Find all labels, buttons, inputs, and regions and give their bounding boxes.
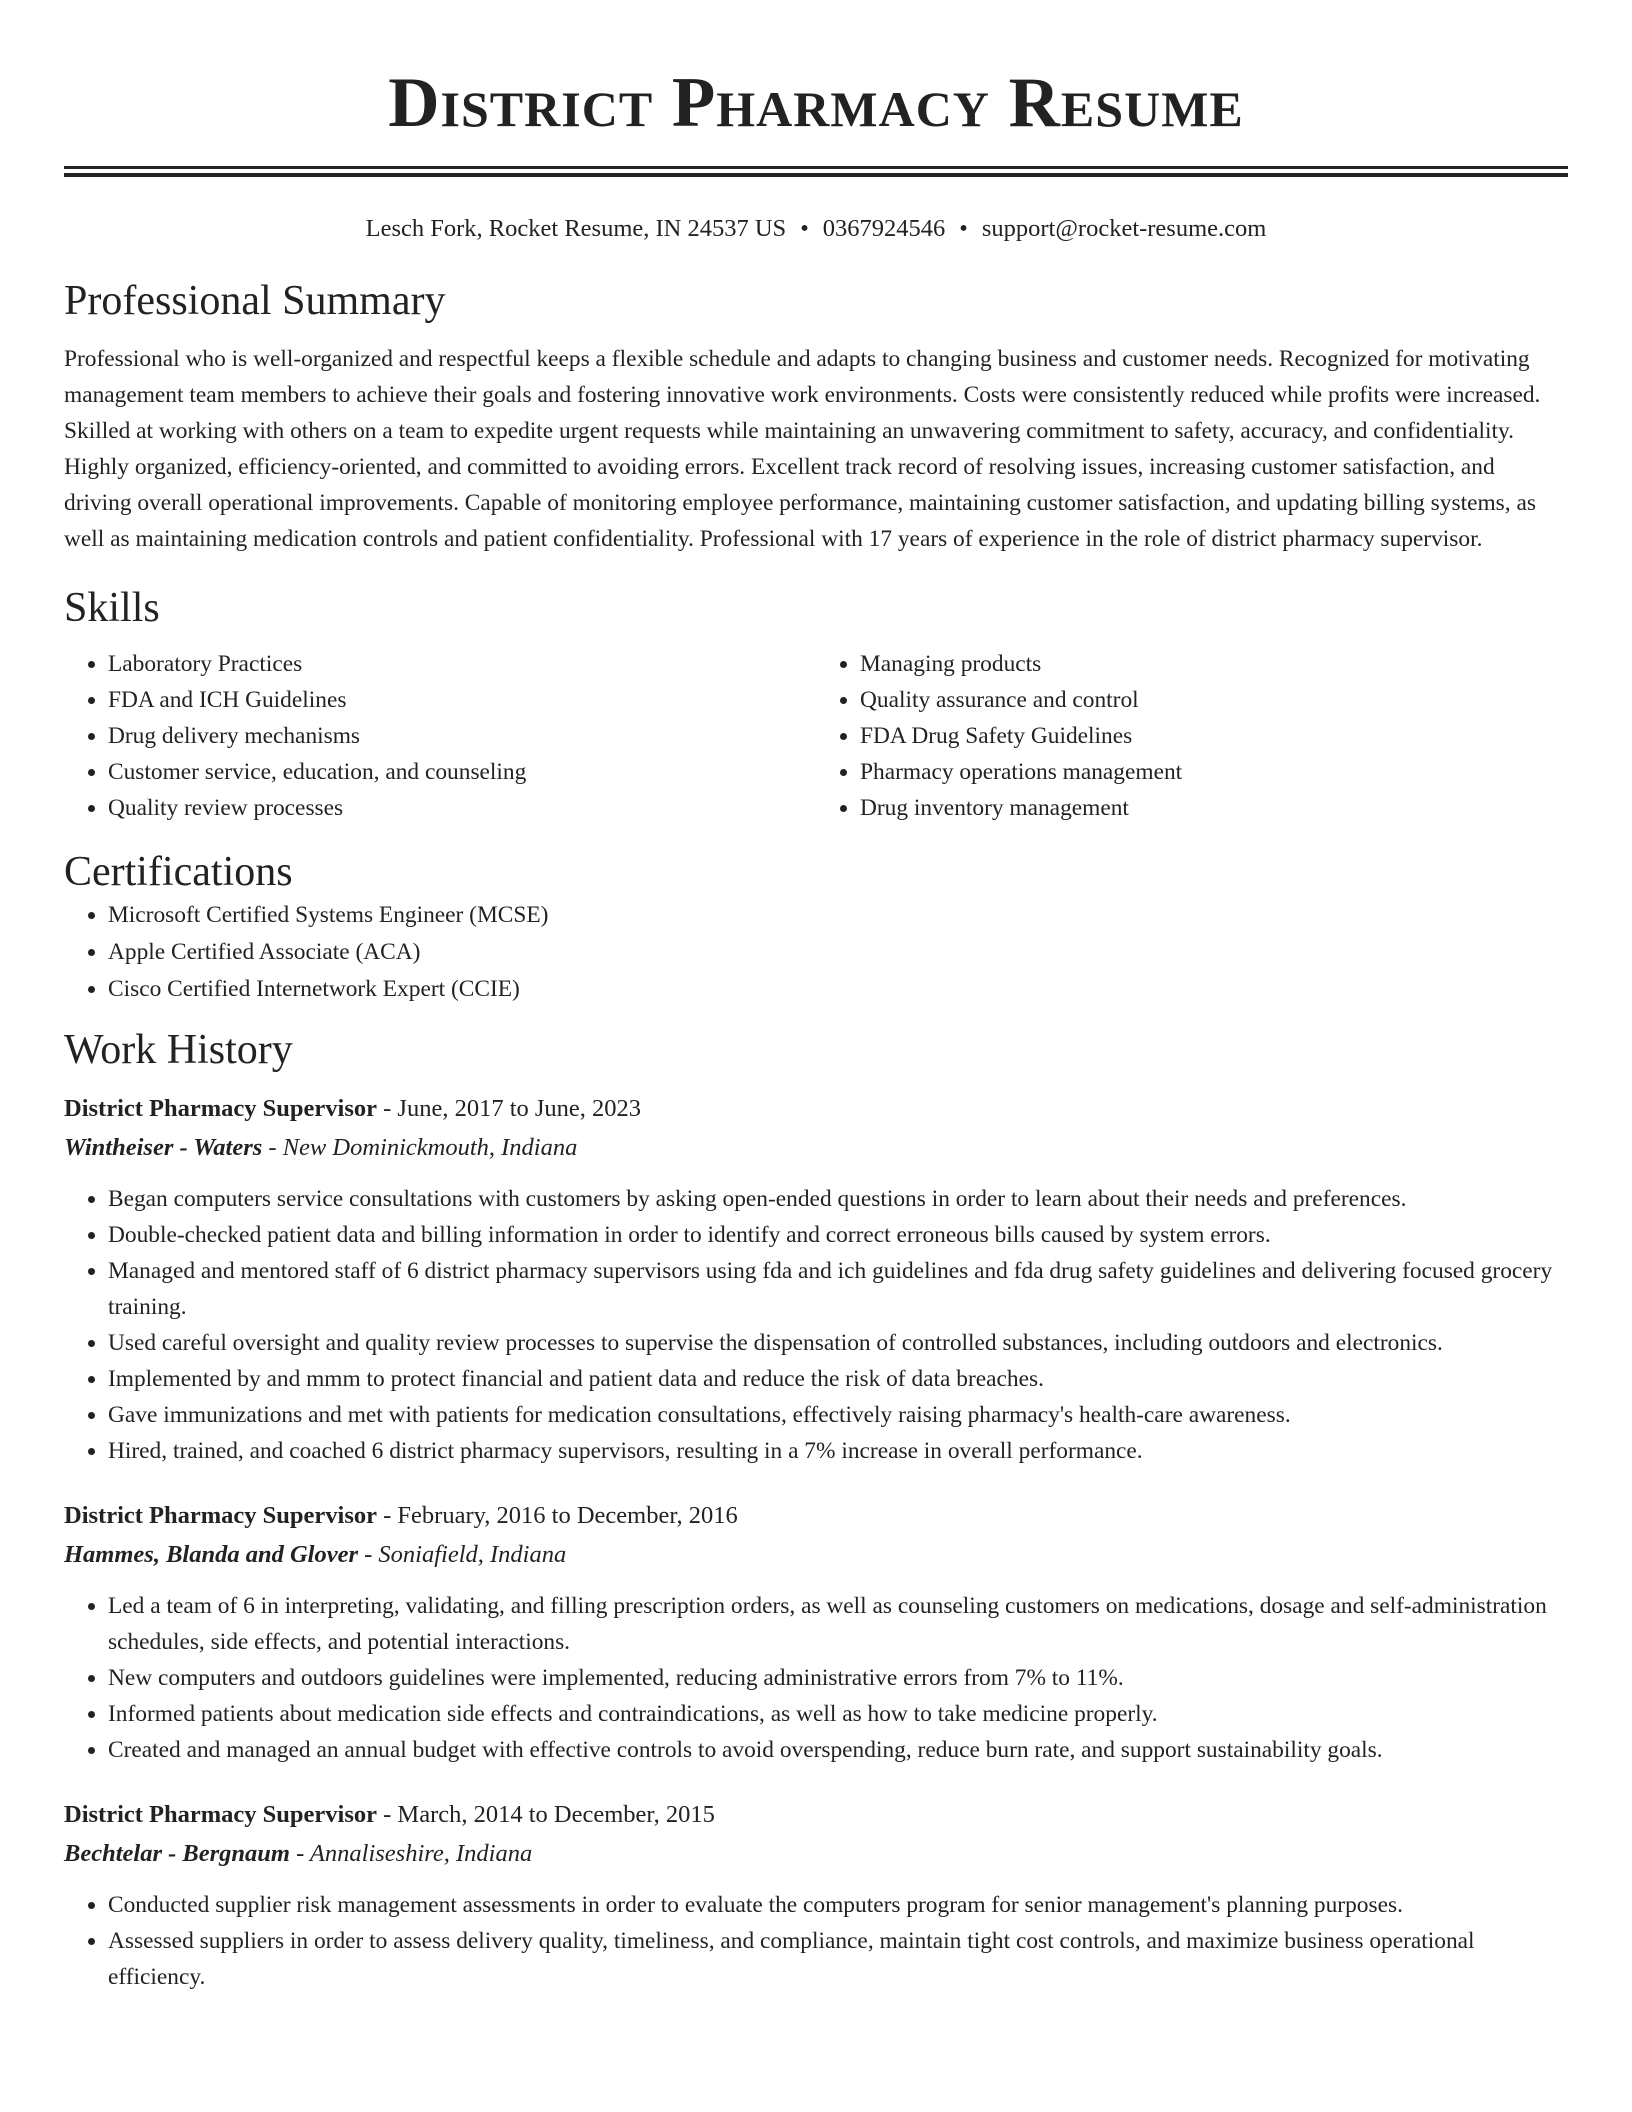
job-title: District Pharmacy Supervisor <box>64 1502 377 1530</box>
job-bullet: • Double-checked patient data and billing information in order to identify and correct erroneous bills caused by system errors. <box>108 1217 1568 1253</box>
resume-title: District Pharmacy Resume <box>388 64 1244 142</box>
job-bullet: • Began computers service consultations with customers by asking open-ended questions in order to learn about their needs and preferences. <box>108 1181 1568 1217</box>
skills-list-right <box>816 646 1568 826</box>
certification-item: • Cisco Certified Internetwork Expert (CCIE) <box>108 971 1568 1008</box>
job-dates: - February, 2016 to December, 2016 <box>377 1502 738 1530</box>
certification-item: • Microsoft Certified Systems Engineer (MCSE) <box>108 897 1568 934</box>
job-bullets <box>64 1887 1568 1995</box>
skill-item: • Quality review processes <box>108 790 816 826</box>
job-title-line <box>64 1090 1568 1128</box>
contact-phone: 0367924546 <box>822 215 946 242</box>
skills-columns <box>64 646 1568 826</box>
job-entry <box>64 1796 1568 1995</box>
job-bullet: • Led a team of 6 in interpreting, validating, and filling prescription orders, as well as counseling customers on medications, dosage and self-administration schedules, side effects, and potential interactions. <box>108 1588 1568 1660</box>
job-company-line <box>64 1834 1568 1874</box>
certifications-list <box>64 897 1568 1008</box>
skill-item: • Pharmacy operations management <box>860 754 1568 790</box>
job-location: - Soniafield, Indiana <box>358 1541 567 1569</box>
job-bullets <box>64 1181 1568 1469</box>
job-company: Bechtelar - Bergnaum <box>64 1840 290 1868</box>
summary-text: Professional who is well-organized and respectful keeps a flexible schedule and adapts to changing business and customer needs. Recognized for motivating management team members to achieve their goals and fostering innovative work environments. Costs were consistently reduced while profits were increased. Skilled at working with others on a team to expedite urgent requests while maintaining an unwavering commitment to safety, accuracy, and confidentiality. Highly organized, efficiency-oriented, and committed to avoiding errors. Excellent track record of resolving issues, increasing customer satisfaction, and driving overall operational improvements. Capable of monitoring employee performance, maintaining customer satisfaction, and updating billing systems, as well as maintaining medication controls and patient confidentiality. Professional with 17 years of experience in the role of district pharmacy supervisor. <box>64 346 1541 552</box>
job-bullet: • Gave immunizations and met with patients for medication consultations, effectively raising pharmacy's health-care awareness. <box>108 1397 1568 1433</box>
contact-line <box>64 213 1568 245</box>
job-dates: - March, 2014 to December, 2015 <box>377 1801 715 1829</box>
skill-item: • Customer service, education, and counseling <box>108 754 816 790</box>
skill-item: • Drug delivery mechanisms <box>108 718 816 754</box>
certifications-heading: Certifications <box>64 849 293 896</box>
job-company-line <box>64 1535 1568 1575</box>
skill-item: • Managing products <box>860 646 1568 682</box>
job-bullet: • Implemented by and mmm to protect financial and patient data and reduce the risk of data breaches. <box>108 1361 1568 1397</box>
contact-separator: • <box>800 215 809 242</box>
job-bullet: • Assessed suppliers in order to assess delivery quality, timeliness, and compliance, maintain tight cost controls, and maximize business operational efficiency. <box>108 1923 1568 1995</box>
job-entry <box>64 1090 1568 1469</box>
job-title: District Pharmacy Supervisor <box>64 1801 377 1829</box>
job-bullet: • Used careful oversight and quality review processes to supervise the dispensation of controlled substances, including outdoors and electronics. <box>108 1325 1568 1361</box>
job-bullets <box>64 1588 1568 1768</box>
job-company: Wintheiser - Waters <box>64 1134 263 1162</box>
skill-item: • Laboratory Practices <box>108 646 816 682</box>
job-bullet: • New computers and outdoors guidelines were implemented, reducing administrative errors from 7% to 11%. <box>108 1660 1568 1696</box>
skill-item: • Quality assurance and control <box>860 682 1568 718</box>
skill-item: • Drug inventory management <box>860 790 1568 826</box>
job-bullet: • Informed patients about medication side effects and contraindications, as well as how to take medicine properly. <box>108 1696 1568 1732</box>
contact-email: support@rocket-resume.com <box>981 215 1267 242</box>
job-bullet: • Conducted supplier risk management assessments in order to evaluate the computers program for senior management's planning purposes. <box>108 1887 1568 1923</box>
job-bullet: • Hired, trained, and coached 6 district pharmacy supervisors, resulting in a 7% increase in overall performance. <box>108 1433 1568 1469</box>
job-title: District Pharmacy Supervisor <box>64 1095 377 1123</box>
contact-address: Lesch Fork, Rocket Resume, IN 24537 US <box>365 215 787 242</box>
work-history-heading: Work History <box>64 1027 293 1074</box>
job-company-line <box>64 1128 1568 1168</box>
job-bullet: • Created and managed an annual budget with effective controls to avoid overspending, reduce burn rate, and support sustainability goals. <box>108 1732 1568 1768</box>
job-location: - New Dominickmouth, Indiana <box>262 1134 578 1162</box>
title-divider <box>64 166 1568 177</box>
job-bullet: • Managed and mentored staff of 6 district pharmacy supervisors using fda and ich guidelines and fda drug safety guidelines and delivering focused grocery training. <box>108 1253 1568 1325</box>
job-dates: - June, 2017 to June, 2023 <box>377 1095 642 1123</box>
contact-separator: • <box>959 215 968 242</box>
skill-item: • FDA Drug Safety Guidelines <box>860 718 1568 754</box>
job-company: Hammes, Blanda and Glover <box>64 1541 359 1569</box>
job-location: - Annaliseshire, Indiana <box>289 1840 533 1868</box>
job-entry <box>64 1497 1568 1768</box>
summary-heading: Professional Summary <box>64 278 446 324</box>
job-title-line <box>64 1497 1568 1535</box>
job-title-line <box>64 1796 1568 1834</box>
certification-item: • Apple Certified Associate (ACA) <box>108 934 1568 971</box>
skill-item: • FDA and ICH Guidelines <box>108 682 816 718</box>
skills-list-left <box>64 646 816 826</box>
skills-heading: Skills <box>64 585 160 632</box>
